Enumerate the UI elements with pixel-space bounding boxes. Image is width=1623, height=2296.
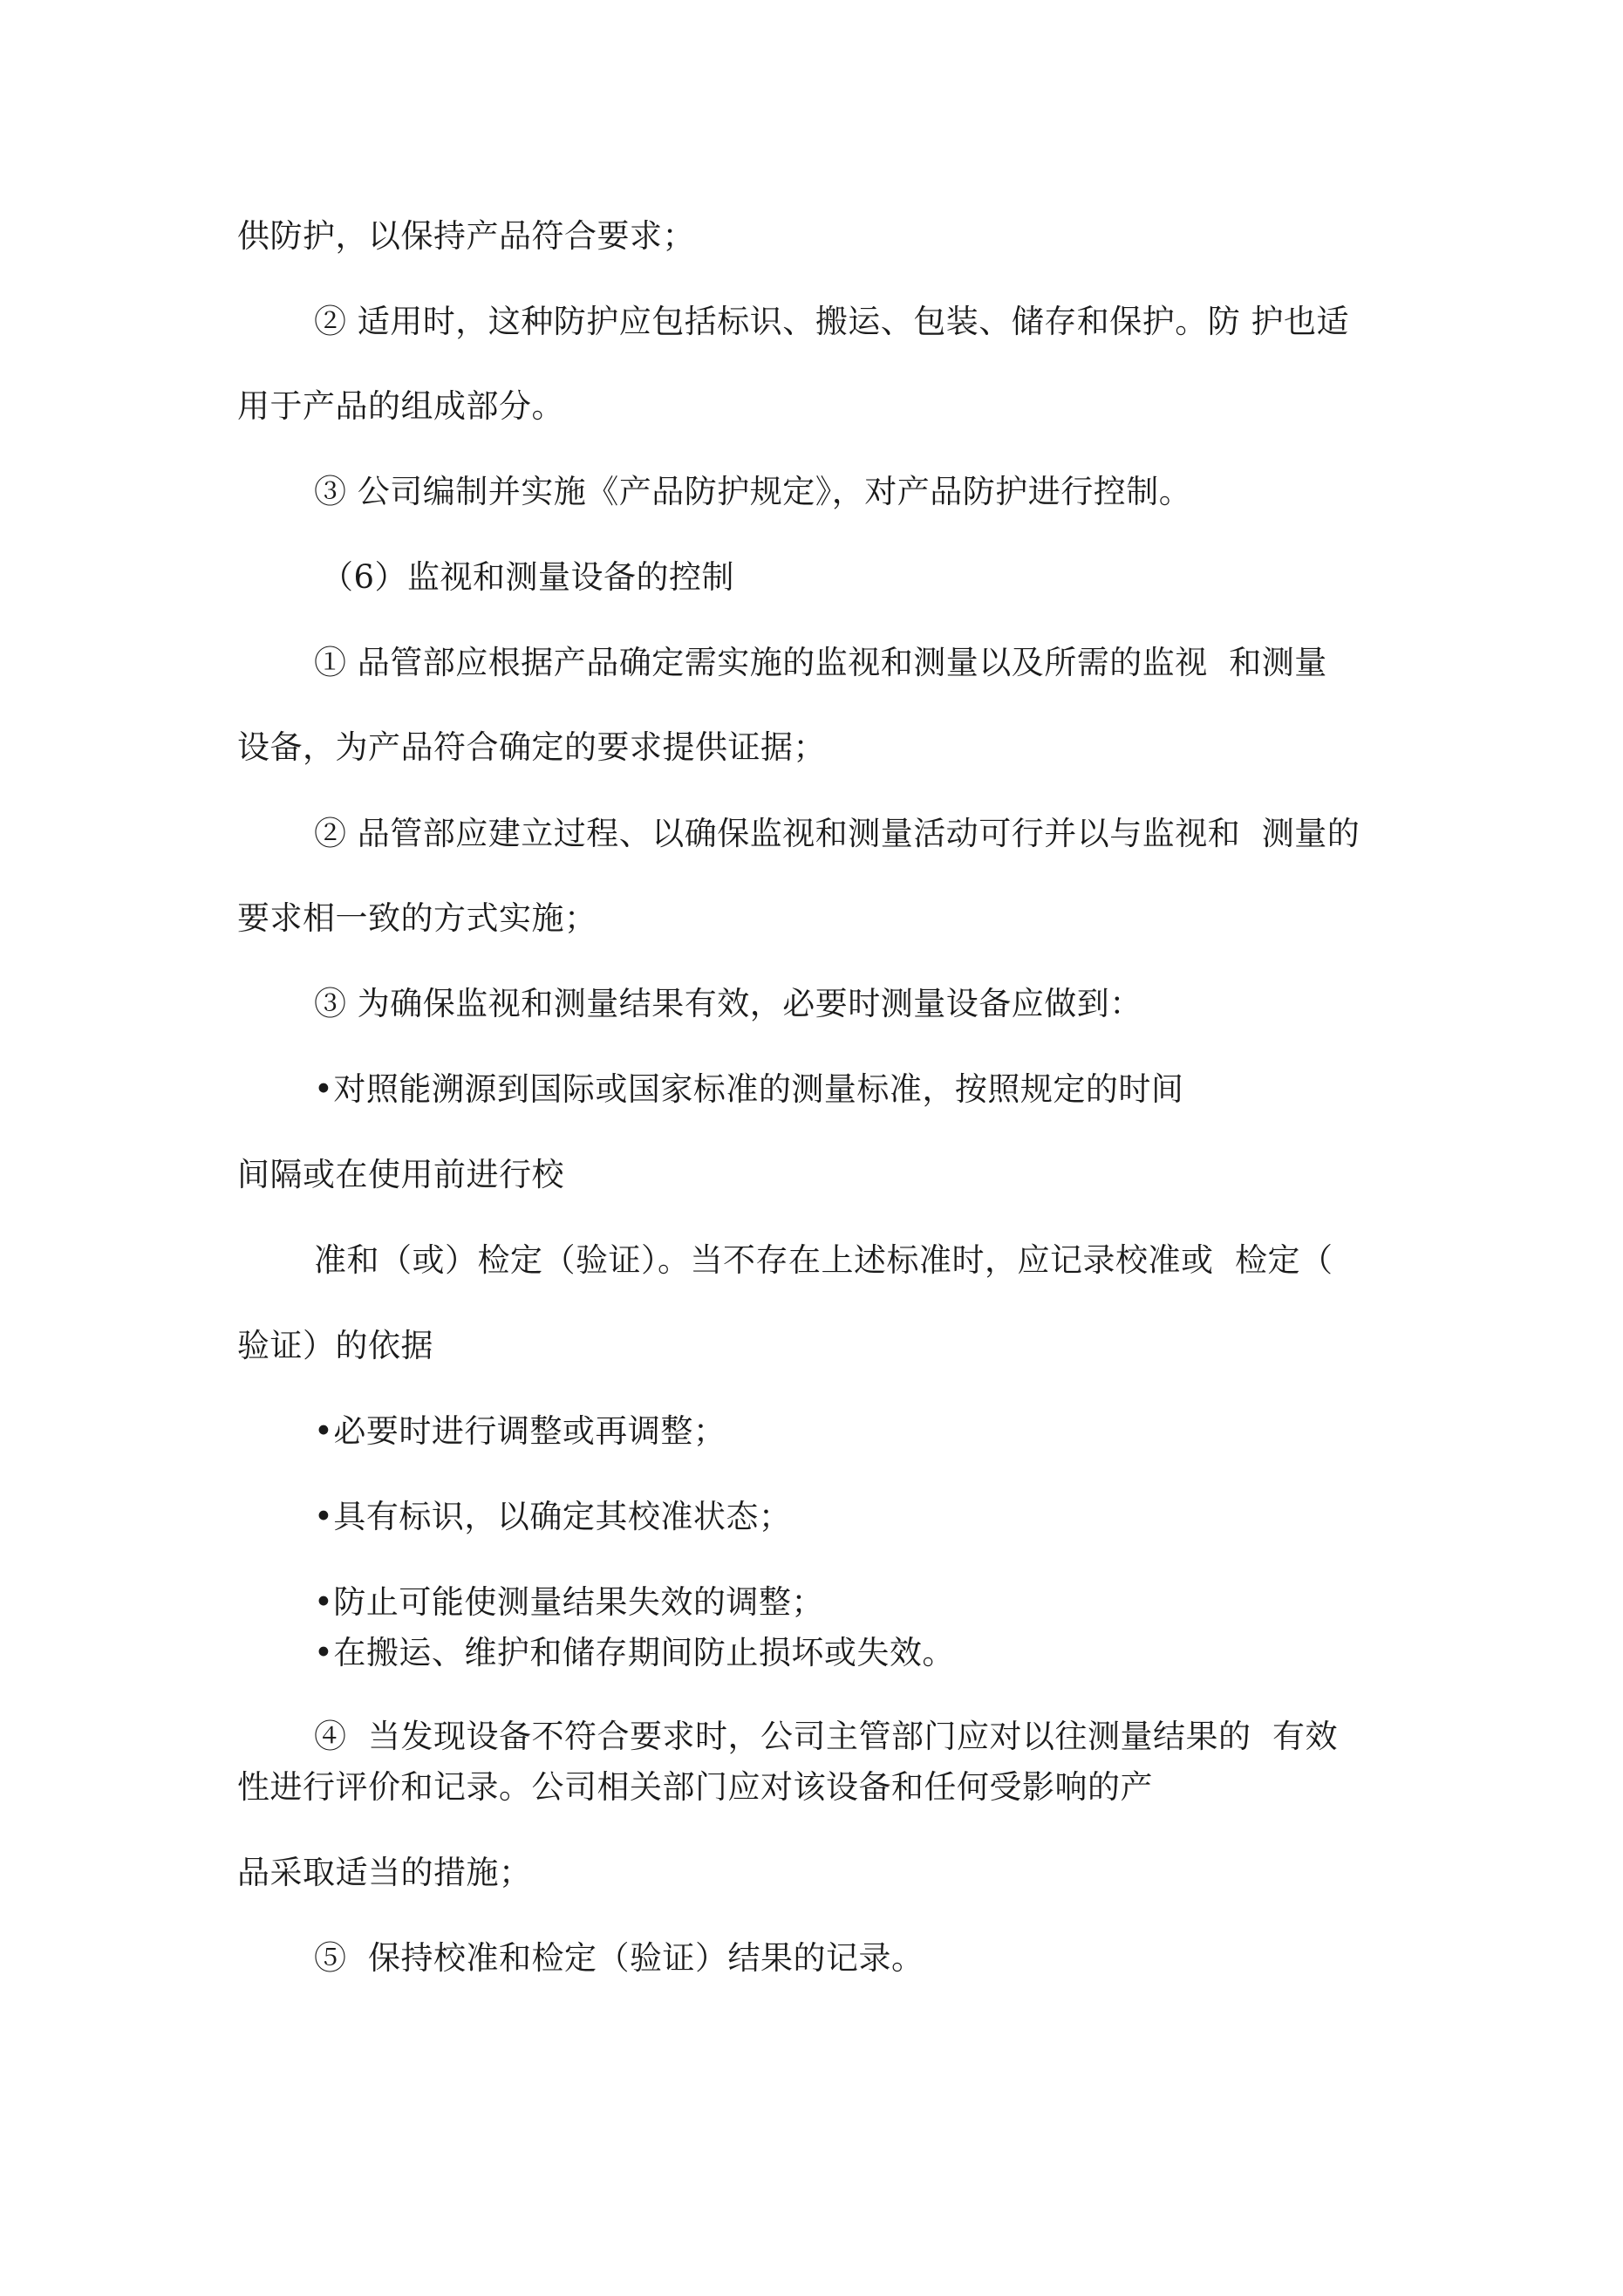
text-line: 设备，为产品符合确定的要求提供证据； bbox=[237, 728, 826, 766]
text-line: ① 品管部应根据产品确定需实施的监视和测量以及所需的监视 和测量 bbox=[314, 644, 1327, 681]
bullet-item: •对照能溯源到国际或国家标准的测量标准，按照规定的时间 bbox=[314, 1070, 1184, 1108]
text-line: 用于产品的组成部分。 bbox=[237, 387, 564, 425]
bullet-item: •防止可能使测量结果失效的调整； bbox=[314, 1583, 824, 1621]
bullet-item: •必要时进行调整或再调整； bbox=[314, 1412, 726, 1450]
text-line: 准和（或）检定（验证）。当不存在上述标准时，应记录校准或 检定（ bbox=[314, 1241, 1333, 1279]
text-line: 供防护，以保持产品符合要求； bbox=[237, 217, 695, 255]
text-line: ② 适用时，这种防护应包括标识、搬运、包装、储存和保护。防 护也适 bbox=[314, 303, 1350, 340]
text-line: ③ 为确保监视和测量结果有效，必要时测量设备应做到： bbox=[314, 985, 1142, 1022]
bullet-item: •具有标识，以确定其校准状态； bbox=[314, 1498, 792, 1535]
text-line: 性进行评价和记录。公司相关部门应对该设备和任何受影响的产 bbox=[237, 1768, 1153, 1806]
text-line: ⑤ 保持校准和检定（验证）结果的记录。 bbox=[314, 1939, 924, 1977]
bullet-item: •在搬运、维护和储存期间防止损坏或失效。 bbox=[314, 1634, 955, 1671]
text-line: ③ 公司编制并实施《产品防护规定》，对产品防护进行控制。 bbox=[314, 473, 1192, 510]
text-line: 间隔或在使用前进行校 bbox=[237, 1156, 564, 1193]
text-line: 验证）的依据 bbox=[237, 1327, 433, 1364]
section-heading: （6）监视和测量设备的控制 bbox=[321, 558, 735, 596]
text-line: 要求相一致的方式实施； bbox=[237, 899, 597, 937]
text-line: ④ 当发现设备不符合要求时，公司主管部门应对以往测量结果的 有效 bbox=[314, 1718, 1339, 1755]
text-line: 品采取适当的措施； bbox=[237, 1854, 532, 1891]
text-line: ② 品管部应建立过程、以确保监视和测量活动可行并以与监视和 测量的 bbox=[314, 815, 1360, 852]
